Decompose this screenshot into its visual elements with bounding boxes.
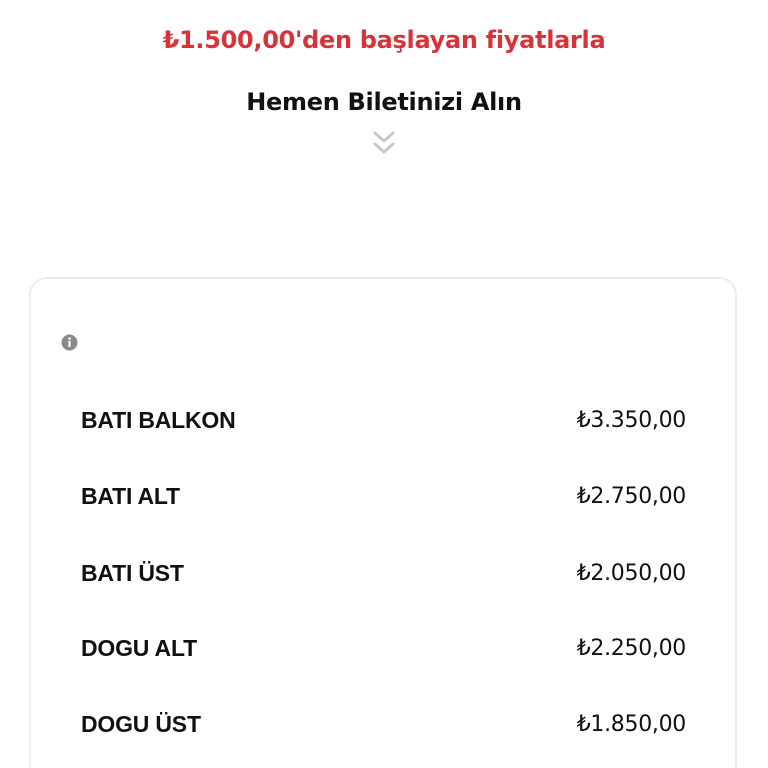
price-row-bati-balkon[interactable] [81, 403, 686, 437]
section-price: ₺2.750,00 [576, 483, 686, 509]
info-icon[interactable] [61, 334, 78, 351]
section-price: ₺1.850,00 [576, 711, 686, 737]
section-name: DOGU ÜST [81, 710, 201, 737]
section-price: ₺3.350,00 [576, 407, 686, 433]
section-name: DOGU ALT [81, 634, 197, 661]
section-name: BATI ALT [81, 482, 180, 509]
ticket-price-card [29, 277, 737, 768]
price-row-bati-alt[interactable] [81, 479, 686, 513]
section-name: BATI ÜST [81, 559, 184, 586]
section-price: ₺2.050,00 [576, 560, 686, 586]
double-chevron-down-icon[interactable] [372, 130, 396, 158]
price-row-bati-ust[interactable] [81, 556, 686, 590]
page-title: Hemen Biletinizi Alın [246, 88, 522, 116]
section-name: BATI BALKON [81, 406, 236, 433]
section-price: ₺2.250,00 [576, 635, 686, 661]
price-row-dogu-ust[interactable] [81, 707, 686, 741]
starting-price-text: ₺1.500,00'den başlayan fiyatlarla [162, 26, 606, 54]
price-row-dogu-alt[interactable] [81, 631, 686, 665]
